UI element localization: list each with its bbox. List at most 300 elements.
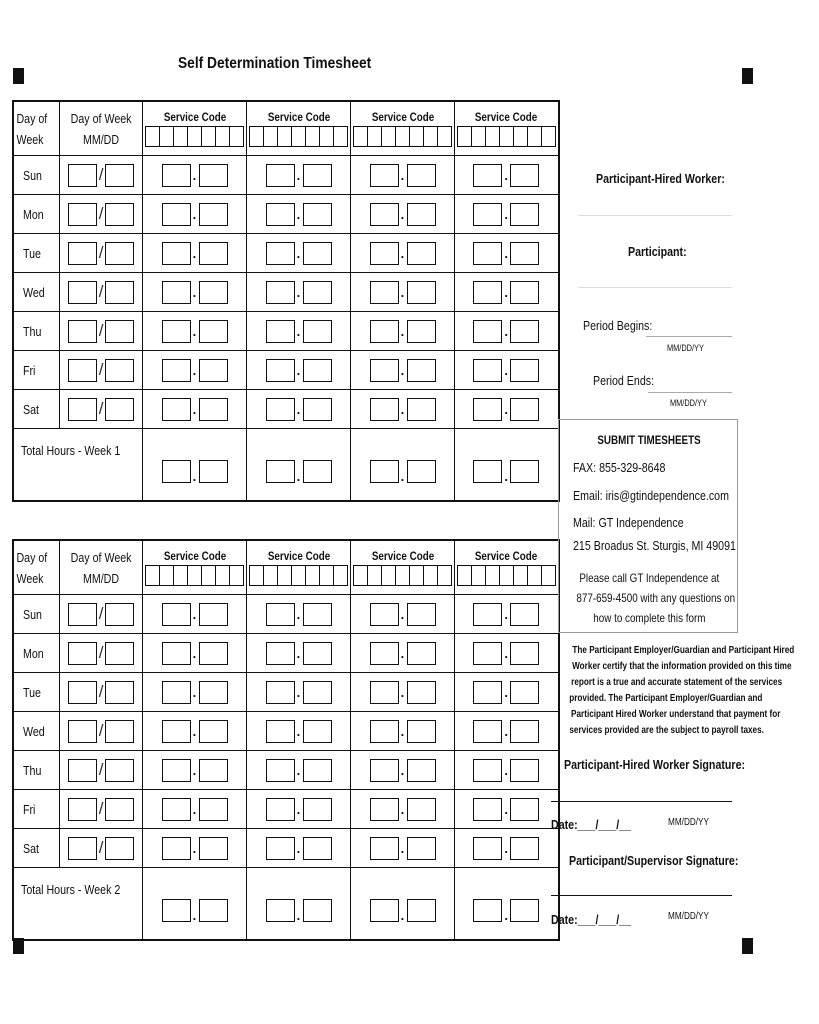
decimal-point: . <box>296 762 301 778</box>
timesheet-week-1 <box>12 100 560 502</box>
day-box[interactable] <box>105 320 134 343</box>
hours-entry <box>351 203 454 226</box>
day-box[interactable] <box>105 837 134 860</box>
day-box[interactable] <box>105 164 134 187</box>
hours-whole-box[interactable] <box>266 899 295 922</box>
month-box[interactable] <box>68 398 97 421</box>
hours-decimal-box[interactable] <box>303 203 332 226</box>
code-digit-box[interactable] <box>188 566 202 585</box>
decimal-point: . <box>192 723 197 739</box>
hours-entry <box>143 681 246 704</box>
date-cell <box>60 273 143 312</box>
code-digit-box[interactable] <box>396 566 410 585</box>
date-slash: / <box>98 799 104 818</box>
service-hours-cell <box>455 673 559 712</box>
hours-decimal-box[interactable] <box>303 603 332 626</box>
decimal-point: . <box>400 801 405 817</box>
hours-whole-box[interactable] <box>162 242 191 265</box>
decimal-point: . <box>504 469 509 484</box>
month-box[interactable] <box>68 720 97 743</box>
code-digit-box[interactable] <box>438 127 451 146</box>
hours-decimal-box[interactable] <box>407 320 436 343</box>
hours-decimal-box[interactable] <box>510 203 539 226</box>
hours-whole-box[interactable] <box>162 281 191 304</box>
code-digit-box[interactable] <box>174 127 188 146</box>
service-hours-cell <box>143 195 247 234</box>
hours-decimal-box[interactable] <box>303 899 332 922</box>
code-digit-box[interactable] <box>542 127 555 146</box>
hours-decimal-box[interactable] <box>407 242 436 265</box>
hours-whole-box[interactable] <box>266 203 295 226</box>
month-box[interactable] <box>68 603 97 626</box>
hours-decimal-box[interactable] <box>510 720 539 743</box>
day-box[interactable] <box>105 203 134 226</box>
hours-whole-box[interactable] <box>473 720 502 743</box>
hours-decimal-box[interactable] <box>510 642 539 665</box>
period-begins-line[interactable] <box>646 336 732 337</box>
hours-whole-box[interactable] <box>266 164 295 187</box>
hours-decimal-box[interactable] <box>199 681 228 704</box>
hours-whole-box[interactable] <box>473 642 502 665</box>
hours-whole-box[interactable] <box>370 681 399 704</box>
call-line-2: 877-659-4500 with any questions on <box>576 591 736 605</box>
code-digit-box[interactable] <box>458 566 472 585</box>
code-digit-box[interactable] <box>174 566 188 585</box>
worker-date-label[interactable]: Date:___/___/__ <box>551 817 632 832</box>
code-digit-box[interactable] <box>292 127 306 146</box>
hours-decimal-box[interactable] <box>303 398 332 421</box>
hours-whole-box[interactable] <box>266 603 295 626</box>
hours-decimal-box[interactable] <box>510 759 539 782</box>
header-line: Day of Week <box>70 110 132 126</box>
hours-decimal-box[interactable] <box>510 281 539 304</box>
hours-whole-box[interactable] <box>370 642 399 665</box>
code-digit-box[interactable] <box>306 566 320 585</box>
hours-entry <box>351 681 454 704</box>
service-code-entry[interactable] <box>353 126 452 147</box>
decimal-point: . <box>296 645 301 661</box>
hours-whole-box[interactable] <box>473 899 502 922</box>
code-digit-box[interactable] <box>202 127 216 146</box>
hours-decimal-box[interactable] <box>199 720 228 743</box>
hours-whole-box[interactable] <box>370 281 399 304</box>
day-box[interactable] <box>105 603 134 626</box>
code-digit-box[interactable] <box>382 566 396 585</box>
day-box[interactable] <box>105 359 134 382</box>
service-hours-cell <box>247 673 351 712</box>
code-digit-box[interactable] <box>472 127 486 146</box>
hours-decimal-box[interactable] <box>199 398 228 421</box>
hours-decimal-box[interactable] <box>510 798 539 821</box>
code-digit-box[interactable] <box>230 566 243 585</box>
decimal-point: . <box>400 762 405 778</box>
hours-decimal-box[interactable] <box>199 642 228 665</box>
worker-signature-line[interactable] <box>551 801 732 802</box>
code-digit-box[interactable] <box>368 127 382 146</box>
hours-whole-box[interactable] <box>370 460 399 483</box>
month-box[interactable] <box>68 642 97 665</box>
code-digit-box[interactable] <box>306 127 320 146</box>
hours-decimal-box[interactable] <box>510 681 539 704</box>
date-slash: / <box>98 204 104 223</box>
hours-whole-box[interactable] <box>162 603 191 626</box>
decimal-point: . <box>296 723 301 739</box>
hours-whole-box[interactable] <box>162 398 191 421</box>
hours-decimal-box[interactable] <box>407 398 436 421</box>
date-slash: / <box>98 282 104 301</box>
month-box[interactable] <box>68 681 97 704</box>
hours-whole-box[interactable] <box>473 359 502 382</box>
code-digit-box[interactable] <box>514 127 528 146</box>
supervisor-date-label[interactable]: Date:___/___/__ <box>551 912 632 927</box>
hours-whole-box[interactable] <box>162 720 191 743</box>
day-label: Mon <box>13 634 60 673</box>
hours-whole-box[interactable] <box>266 359 295 382</box>
hours-whole-box[interactable] <box>473 798 502 821</box>
hours-decimal-box[interactable] <box>199 320 228 343</box>
code-digit-box[interactable] <box>292 566 306 585</box>
hours-decimal-box[interactable] <box>199 281 228 304</box>
hours-whole-box[interactable] <box>370 320 399 343</box>
hours-whole-box[interactable] <box>370 899 399 922</box>
hours-decimal-box[interactable] <box>199 899 228 922</box>
hours-whole-box[interactable] <box>370 242 399 265</box>
code-digit-box[interactable] <box>368 566 382 585</box>
service-hours-cell <box>351 234 455 273</box>
certification-text: The Participant Employer/Guardian and Participant Hired Worker certify that the information provided on this time report is a true and accurate statement of the services provided. The Participant Employer/Guardian and Participant Hired Worker understand that payment for services provided are the subject to payroll taxes. <box>569 645 795 736</box>
hours-decimal-box[interactable] <box>510 837 539 860</box>
day-box[interactable] <box>105 681 134 704</box>
hours-whole-box[interactable] <box>370 837 399 860</box>
date-cell <box>60 751 143 790</box>
code-digit-box[interactable] <box>160 566 174 585</box>
service-code-entry[interactable] <box>457 126 556 147</box>
hours-decimal-box[interactable] <box>303 281 332 304</box>
hours-whole-box[interactable] <box>473 681 502 704</box>
code-digit-box[interactable] <box>410 566 424 585</box>
date-slash: / <box>98 721 104 740</box>
service-code-entry[interactable] <box>145 565 244 586</box>
code-digit-box[interactable] <box>188 127 202 146</box>
hours-entry <box>455 203 558 226</box>
code-digit-box[interactable] <box>278 566 292 585</box>
hours-decimal-box[interactable] <box>199 759 228 782</box>
hours-whole-box[interactable] <box>473 603 502 626</box>
day-box[interactable] <box>105 281 134 304</box>
hours-decimal-box[interactable] <box>407 759 436 782</box>
code-digit-box[interactable] <box>320 127 334 146</box>
code-digit-box[interactable] <box>354 566 368 585</box>
date-slash: / <box>98 165 104 184</box>
hours-whole-box[interactable] <box>473 837 502 860</box>
hours-decimal-box[interactable] <box>407 164 436 187</box>
code-digit-box[interactable] <box>528 127 542 146</box>
hours-entry <box>455 603 558 626</box>
hours-whole-box[interactable] <box>266 320 295 343</box>
hours-whole-box[interactable] <box>162 320 191 343</box>
code-digit-box[interactable] <box>438 566 451 585</box>
hours-decimal-box[interactable] <box>199 460 228 483</box>
hours-entry <box>143 642 246 665</box>
code-digit-box[interactable] <box>500 566 514 585</box>
date-entry <box>60 242 142 265</box>
hours-entry <box>143 398 246 421</box>
hours-whole-box[interactable] <box>473 460 502 483</box>
code-digit-box[interactable] <box>264 566 278 585</box>
service-hours-cell <box>455 351 559 390</box>
hours-decimal-box[interactable] <box>303 681 332 704</box>
code-digit-box[interactable] <box>216 566 230 585</box>
hours-decimal-box[interactable] <box>407 798 436 821</box>
day-label: Sat <box>13 829 60 868</box>
day-box[interactable] <box>105 759 134 782</box>
hours-decimal-box[interactable] <box>303 359 332 382</box>
hours-whole-box[interactable] <box>162 681 191 704</box>
code-digit-box[interactable] <box>320 566 334 585</box>
code-digit-box[interactable] <box>230 127 243 146</box>
hours-whole-box[interactable] <box>266 398 295 421</box>
hours-decimal-box[interactable] <box>510 359 539 382</box>
hours-whole-box[interactable] <box>266 642 295 665</box>
service-code-label: Service Code <box>475 549 538 563</box>
day-box[interactable] <box>105 720 134 743</box>
hours-whole-box[interactable] <box>266 281 295 304</box>
hours-whole-box[interactable] <box>370 203 399 226</box>
day-label: Fri <box>13 790 60 829</box>
date-cell <box>60 390 143 429</box>
month-box[interactable] <box>68 281 97 304</box>
month-box[interactable] <box>68 242 97 265</box>
hours-decimal-box[interactable] <box>303 320 332 343</box>
hours-decimal-box[interactable] <box>510 398 539 421</box>
hours-entry <box>247 320 350 343</box>
service-code-entry[interactable] <box>457 565 556 586</box>
total-hours-cell <box>455 429 559 502</box>
hours-whole-box[interactable] <box>162 798 191 821</box>
date-entry <box>60 681 142 704</box>
hours-whole-box[interactable] <box>370 603 399 626</box>
hours-whole-box[interactable] <box>266 681 295 704</box>
code-digit-box[interactable] <box>250 127 264 146</box>
code-digit-box[interactable] <box>486 566 500 585</box>
hours-decimal-box[interactable] <box>199 242 228 265</box>
code-digit-box[interactable] <box>160 127 174 146</box>
hours-entry <box>143 899 246 922</box>
hours-decimal-box[interactable] <box>407 681 436 704</box>
month-box[interactable] <box>68 798 97 821</box>
month-box[interactable] <box>68 759 97 782</box>
code-digit-box[interactable] <box>264 127 278 146</box>
hours-whole-box[interactable] <box>266 242 295 265</box>
code-digit-box[interactable] <box>472 566 486 585</box>
hours-decimal-box[interactable] <box>199 203 228 226</box>
hours-decimal-box[interactable] <box>407 720 436 743</box>
hours-decimal-box[interactable] <box>303 720 332 743</box>
hours-whole-box[interactable] <box>473 281 502 304</box>
hours-whole-box[interactable] <box>162 460 191 483</box>
hours-whole-box[interactable] <box>266 720 295 743</box>
day-box[interactable] <box>105 798 134 821</box>
code-digit-box[interactable] <box>382 127 396 146</box>
code-digit-box[interactable] <box>458 127 472 146</box>
decimal-point: . <box>504 723 509 739</box>
service-hours-cell <box>247 312 351 351</box>
hours-whole-box[interactable] <box>266 837 295 860</box>
hours-whole-box[interactable] <box>266 460 295 483</box>
service-hours-cell <box>455 390 559 429</box>
hours-whole-box[interactable] <box>370 798 399 821</box>
code-digit-box[interactable] <box>216 127 230 146</box>
period-begins-label: Period Begins: <box>583 318 653 333</box>
hours-entry <box>455 798 558 821</box>
service-code-entry[interactable] <box>353 565 452 586</box>
code-digit-box[interactable] <box>146 566 160 585</box>
hours-whole-box[interactable] <box>162 899 191 922</box>
hours-decimal-box[interactable] <box>199 359 228 382</box>
hours-entry <box>247 642 350 665</box>
email-line: Email: iris@gtindependence.com <box>573 488 729 503</box>
hours-whole-box[interactable] <box>266 759 295 782</box>
day-row <box>13 673 559 712</box>
hours-decimal-box[interactable] <box>303 837 332 860</box>
hours-whole-box[interactable] <box>473 759 502 782</box>
code-digit-box[interactable] <box>354 127 368 146</box>
hours-whole-box[interactable] <box>370 398 399 421</box>
day-row <box>13 390 559 429</box>
day-label: Sat <box>13 390 60 429</box>
hours-decimal-box[interactable] <box>510 460 539 483</box>
hours-whole-box[interactable] <box>473 242 502 265</box>
hours-decimal-box[interactable] <box>510 320 539 343</box>
hours-decimal-box[interactable] <box>407 359 436 382</box>
month-box[interactable] <box>68 164 97 187</box>
code-digit-box[interactable] <box>146 127 160 146</box>
code-digit-box[interactable] <box>486 127 500 146</box>
hours-decimal-box[interactable] <box>199 164 228 187</box>
hours-whole-box[interactable] <box>162 164 191 187</box>
hours-whole-box[interactable] <box>162 759 191 782</box>
hours-whole-box[interactable] <box>370 759 399 782</box>
month-box[interactable] <box>68 837 97 860</box>
hours-decimal-box[interactable] <box>407 837 436 860</box>
day-label: Tue <box>13 673 60 712</box>
date-cell <box>60 634 143 673</box>
code-digit-box[interactable] <box>542 566 555 585</box>
hours-whole-box[interactable] <box>162 642 191 665</box>
hours-decimal-box[interactable] <box>303 164 332 187</box>
decimal-point: . <box>296 401 301 417</box>
code-digit-box[interactable] <box>334 566 347 585</box>
date-entry <box>60 359 142 382</box>
day-label: Mon <box>13 195 60 234</box>
decimal-point: . <box>504 167 509 183</box>
hours-decimal-box[interactable] <box>407 281 436 304</box>
hours-decimal-box[interactable] <box>510 164 539 187</box>
code-digit-box[interactable] <box>424 127 438 146</box>
code-digit-box[interactable] <box>334 127 347 146</box>
hours-decimal-box[interactable] <box>407 642 436 665</box>
code-digit-box[interactable] <box>500 127 514 146</box>
hours-decimal-box[interactable] <box>407 203 436 226</box>
hours-entry <box>247 164 350 187</box>
hours-decimal-box[interactable] <box>303 798 332 821</box>
day-box[interactable] <box>105 398 134 421</box>
service-hours-cell <box>455 312 559 351</box>
code-digit-box[interactable] <box>278 127 292 146</box>
supervisor-signature-label: Participant/Supervisor Signature: <box>569 853 739 868</box>
hours-decimal-box[interactable] <box>407 603 436 626</box>
hours-decimal-box[interactable] <box>199 603 228 626</box>
hours-whole-box[interactable] <box>162 837 191 860</box>
hours-whole-box[interactable] <box>370 720 399 743</box>
hours-whole-box[interactable] <box>473 164 502 187</box>
code-digit-box[interactable] <box>250 566 264 585</box>
hours-whole-box[interactable] <box>370 359 399 382</box>
service-code-header <box>143 540 247 595</box>
day-box[interactable] <box>105 242 134 265</box>
service-code-entry[interactable] <box>249 565 348 586</box>
hours-decimal-box[interactable] <box>407 899 436 922</box>
hours-decimal-box[interactable] <box>510 899 539 922</box>
hours-decimal-box[interactable] <box>407 460 436 483</box>
hours-decimal-box[interactable] <box>303 460 332 483</box>
hours-whole-box[interactable] <box>473 320 502 343</box>
month-box[interactable] <box>68 320 97 343</box>
month-box[interactable] <box>68 203 97 226</box>
timesheet-week-2 <box>12 539 560 941</box>
hours-decimal-box[interactable] <box>303 642 332 665</box>
hours-whole-box[interactable] <box>162 359 191 382</box>
code-digit-box[interactable] <box>514 566 528 585</box>
hours-whole-box[interactable] <box>370 164 399 187</box>
hours-decimal-box[interactable] <box>510 242 539 265</box>
code-digit-box[interactable] <box>528 566 542 585</box>
day-box[interactable] <box>105 642 134 665</box>
total-hours-cell <box>455 868 559 941</box>
service-code-entry[interactable] <box>249 126 348 147</box>
code-digit-box[interactable] <box>396 127 410 146</box>
hours-whole-box[interactable] <box>162 203 191 226</box>
hours-whole-box[interactable] <box>473 398 502 421</box>
hours-whole-box[interactable] <box>473 203 502 226</box>
period-ends-line[interactable] <box>648 392 732 393</box>
code-digit-box[interactable] <box>202 566 216 585</box>
hours-decimal-box[interactable] <box>199 798 228 821</box>
service-hours-cell <box>143 312 247 351</box>
hours-decimal-box[interactable] <box>303 242 332 265</box>
hours-entry <box>247 798 350 821</box>
service-hours-cell <box>455 195 559 234</box>
hours-entry <box>351 899 454 922</box>
hours-decimal-box[interactable] <box>510 603 539 626</box>
total-hours-cell <box>143 429 247 502</box>
date-header <box>60 540 143 595</box>
hours-whole-box[interactable] <box>266 798 295 821</box>
code-digit-box[interactable] <box>410 127 424 146</box>
code-digit-box[interactable] <box>424 566 438 585</box>
header-line: Day of <box>16 549 48 565</box>
hours-decimal-box[interactable] <box>303 759 332 782</box>
hours-decimal-box[interactable] <box>199 837 228 860</box>
date-entry <box>60 642 142 665</box>
day-label: Wed <box>13 712 60 751</box>
service-code-entry[interactable] <box>145 126 244 147</box>
day-label: Sun <box>13 595 60 634</box>
hours-entry <box>455 398 558 421</box>
call-line-1: Please call GT Independence at <box>579 571 719 585</box>
month-box[interactable] <box>68 359 97 382</box>
supervisor-signature-line[interactable] <box>551 895 732 896</box>
